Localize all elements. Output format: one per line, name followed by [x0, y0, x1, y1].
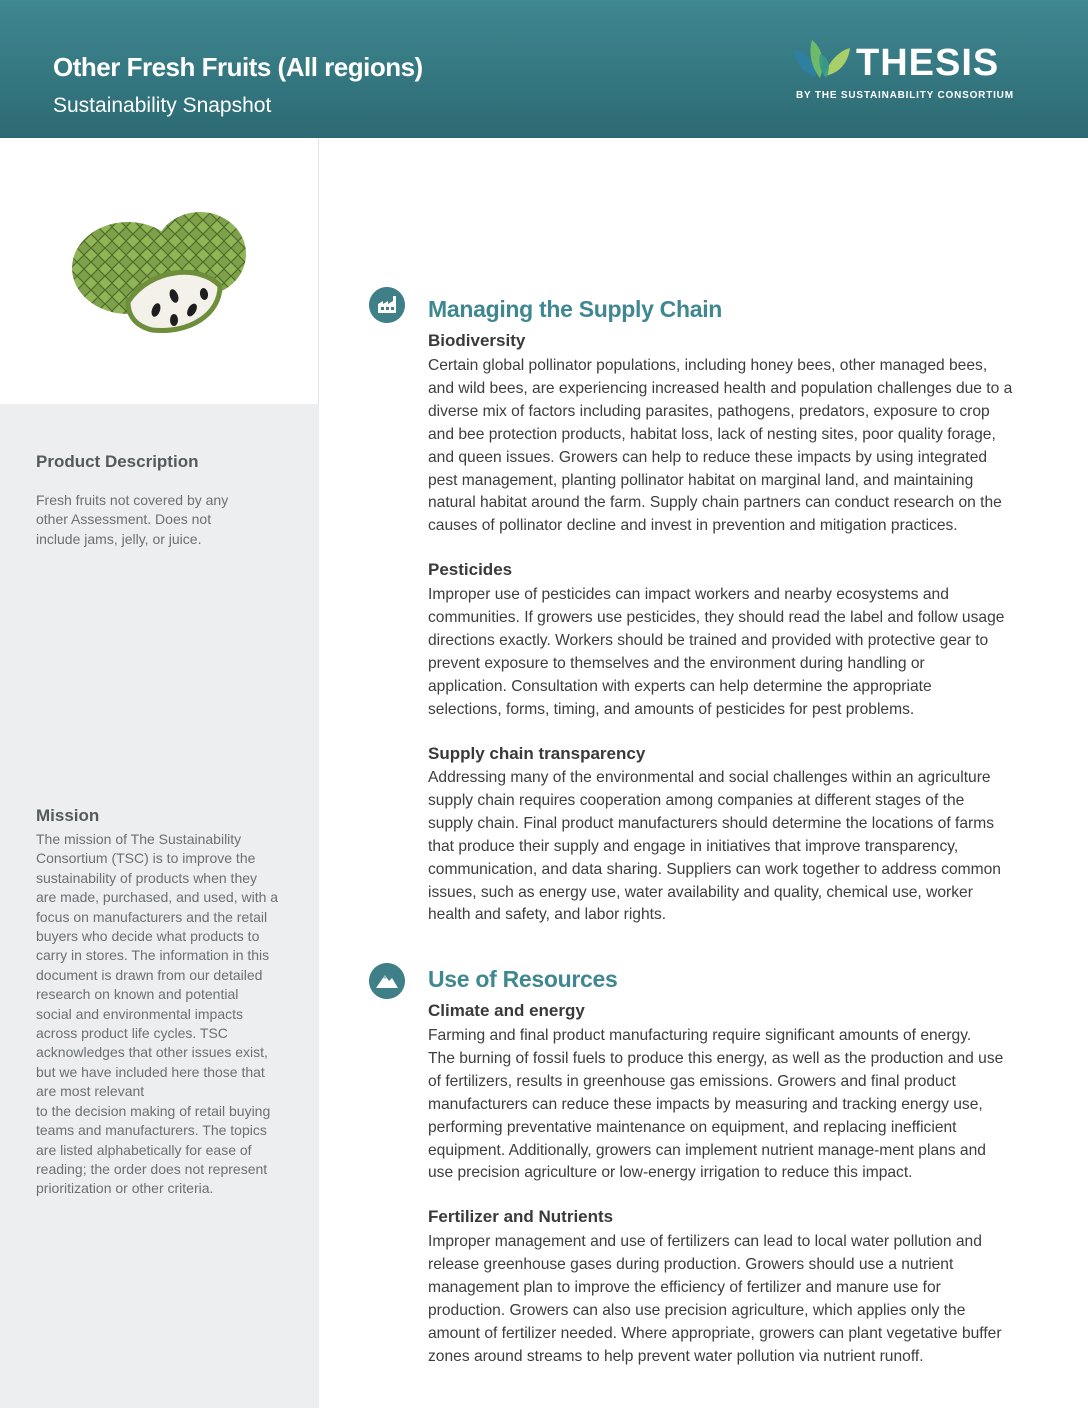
- text-line: diverse mix of factors including parasites, pathogens, predators, exposure to crop: [428, 402, 990, 420]
- text-line: buyers who decide what products to: [36, 928, 260, 945]
- text-line: pest management, planting pollinator habitat on marginal land, and maintaining: [428, 471, 974, 489]
- product-description-text: [36, 491, 281, 549]
- text-line: are listed alphabetically for ease of: [36, 1141, 252, 1158]
- text-line: equipment. Additionally, growers can implement nutrient manage-ment plans and: [428, 1141, 986, 1159]
- text-line: Fresh fruits not covered by any: [36, 492, 229, 508]
- text-line: reading; the order does not represent: [36, 1160, 268, 1177]
- text-line: carry in stores. The information in this: [36, 947, 270, 964]
- topic-heading-supply-chain-transparency: Supply chain transparency: [428, 744, 646, 763]
- text-line: release greenhouse gases during production. Growers should use a nutrient: [428, 1255, 954, 1273]
- text-line: communities. If growers use pesticides, they should read the label and follow usage: [428, 608, 1005, 626]
- text-line: acknowledges that other issues exist,: [36, 1044, 268, 1061]
- text-line: production. Growers can also use precision agriculture, which applies only the: [428, 1301, 966, 1319]
- text-line: Improper use of pesticides can impact workers and nearby ecosystems and: [428, 586, 949, 603]
- header-banner: [0, 0, 1088, 138]
- topic-text-pesticides: [428, 584, 1038, 721]
- section-title-use-of-resources: Use of Resources: [428, 966, 618, 992]
- text-line: and bee protection products, habitat loss, lack of nesting sites, poor quality forage,: [428, 425, 996, 443]
- text-line: issues, such as energy use, water availability and quality, chemical use, worker: [428, 883, 973, 901]
- text-line: Consortium (TSC) is to improve the: [36, 850, 256, 867]
- text-line: focus on manufacturers and the retail: [36, 908, 268, 925]
- text-line: and queen issues. Growers can help to reduce these impacts by using integrated: [428, 448, 988, 466]
- mission-text: [36, 830, 281, 1199]
- text-line: are made, purchased, and used, with a: [36, 889, 279, 906]
- logo-tagline: BY THE SUSTAINABILITY CONSORTIUM: [796, 90, 1014, 101]
- text-line: prioritization or other criteria.: [36, 1180, 214, 1197]
- text-line: sustainability of products when they: [36, 869, 258, 886]
- text-line: supply chain requires cooperation among companies at different stages of the: [428, 791, 965, 809]
- text-line: communication, and data sharing. Suppliers can work together to address common: [428, 860, 1001, 878]
- logo-wordmark: THESIS: [856, 42, 1000, 84]
- text-line: manufacturers can reduce these impacts by measuring and tracking energy use,: [428, 1095, 983, 1113]
- mission-heading: Mission: [36, 806, 100, 825]
- text-line: Certain global pollinator populations, including honey bees, other managed bees,: [428, 357, 988, 374]
- text-line: document is drawn from our detailed: [36, 966, 263, 983]
- product-description-heading: Product Description: [36, 452, 199, 471]
- factory-icon: [369, 287, 405, 323]
- text-line: The burning of fossil fuels to produce this energy, as well as the production and use: [428, 1049, 1004, 1067]
- topic-text-climate-energy: [428, 1025, 1038, 1185]
- text-line: include jams, jelly, or juice.: [36, 530, 202, 547]
- text-line: social and environmental impacts: [36, 1005, 243, 1022]
- text-line: Addressing many of the environmental and social challenges within an agriculture: [428, 769, 991, 786]
- text-line: are most relevant: [36, 1083, 145, 1100]
- topic-heading-biodiversity: Biodiversity: [428, 331, 526, 350]
- page-subtitle: Sustainability Snapshot: [53, 94, 272, 117]
- text-line: amount of fertilizer needed. Where appropriate, growers can plant vegetative buffer: [428, 1324, 1002, 1342]
- text-line: research on known and potential: [36, 986, 239, 1003]
- thesis-logo: [790, 36, 1030, 106]
- topic-heading-pesticides: Pesticides: [428, 560, 513, 579]
- topic-heading-fertilizer-nutrients: Fertilizer and Nutrients: [428, 1207, 614, 1226]
- custard-apple-photo: [70, 206, 250, 338]
- text-line: use precision agriculture or low-energy irrigation to reduce this impact.: [428, 1164, 913, 1182]
- text-line: across product life cycles. TSC: [36, 1025, 228, 1042]
- text-line: performing preventative maintenance on equipment, and replacing inefficient: [428, 1118, 957, 1136]
- text-line: selections, forms, timing, and amounts of pesticides for pest problems.: [428, 700, 915, 718]
- text-line: supply chain. Final product manufacturers should determine the locations of farms: [428, 814, 994, 832]
- text-line: and wild bees, are experiencing increased health and population challenges due to a: [428, 379, 1013, 397]
- text-line: directions exactly. Workers should be trained and provided with protective gear to: [428, 631, 989, 649]
- topic-text-fertilizer-nutrients: [428, 1231, 1038, 1368]
- leaf-logo-icon: [790, 36, 854, 84]
- text-line: application. Consultation with experts can help determine the appropriate: [428, 677, 932, 695]
- text-line: that produce their supply and engage in initiatives that improve transparency,: [428, 837, 959, 855]
- mountain-icon: [369, 963, 405, 999]
- text-line: The mission of The Sustainability: [36, 831, 242, 847]
- text-line: management plan to improve the efficiency of fertilizer and manure use for: [428, 1278, 941, 1296]
- topic-text-supply-chain-transparency: [428, 767, 1038, 927]
- topic-text-biodiversity: [428, 355, 1038, 538]
- text-line: Improper management and use of fertilizers can lead to local water pollution and: [428, 1233, 982, 1250]
- text-line: zones around streams to help prevent water pollution via nutrient runoff.: [428, 1347, 924, 1365]
- text-line: teams and manufacturers. The topics: [36, 1122, 267, 1139]
- text-line: causes of pollinator decline and invest in prevention and mitigation practices.: [428, 517, 958, 535]
- section-title-supply-chain: Managing the Supply Chain: [428, 296, 723, 322]
- text-line: to the decision making of retail buying: [36, 1102, 271, 1119]
- text-line: but we have included here those that: [36, 1063, 265, 1080]
- text-line: Farming and final product manufacturing require significant amounts of energy.: [428, 1027, 972, 1044]
- text-line: other Assessment. Does not: [36, 511, 212, 528]
- text-line: of fertilizers, results in greenhouse gas emissions. Growers and final product: [428, 1072, 956, 1090]
- text-line: natural habitat around the farm. Supply chain partners can conduct research on the: [428, 494, 1002, 512]
- text-line: health and safety, and labor rights.: [428, 906, 667, 924]
- topic-heading-climate-energy: Climate and energy: [428, 1001, 585, 1020]
- text-line: prevent exposure to themselves and the environment during handling or: [428, 654, 925, 672]
- page-title: Other Fresh Fruits (All regions): [53, 52, 423, 82]
